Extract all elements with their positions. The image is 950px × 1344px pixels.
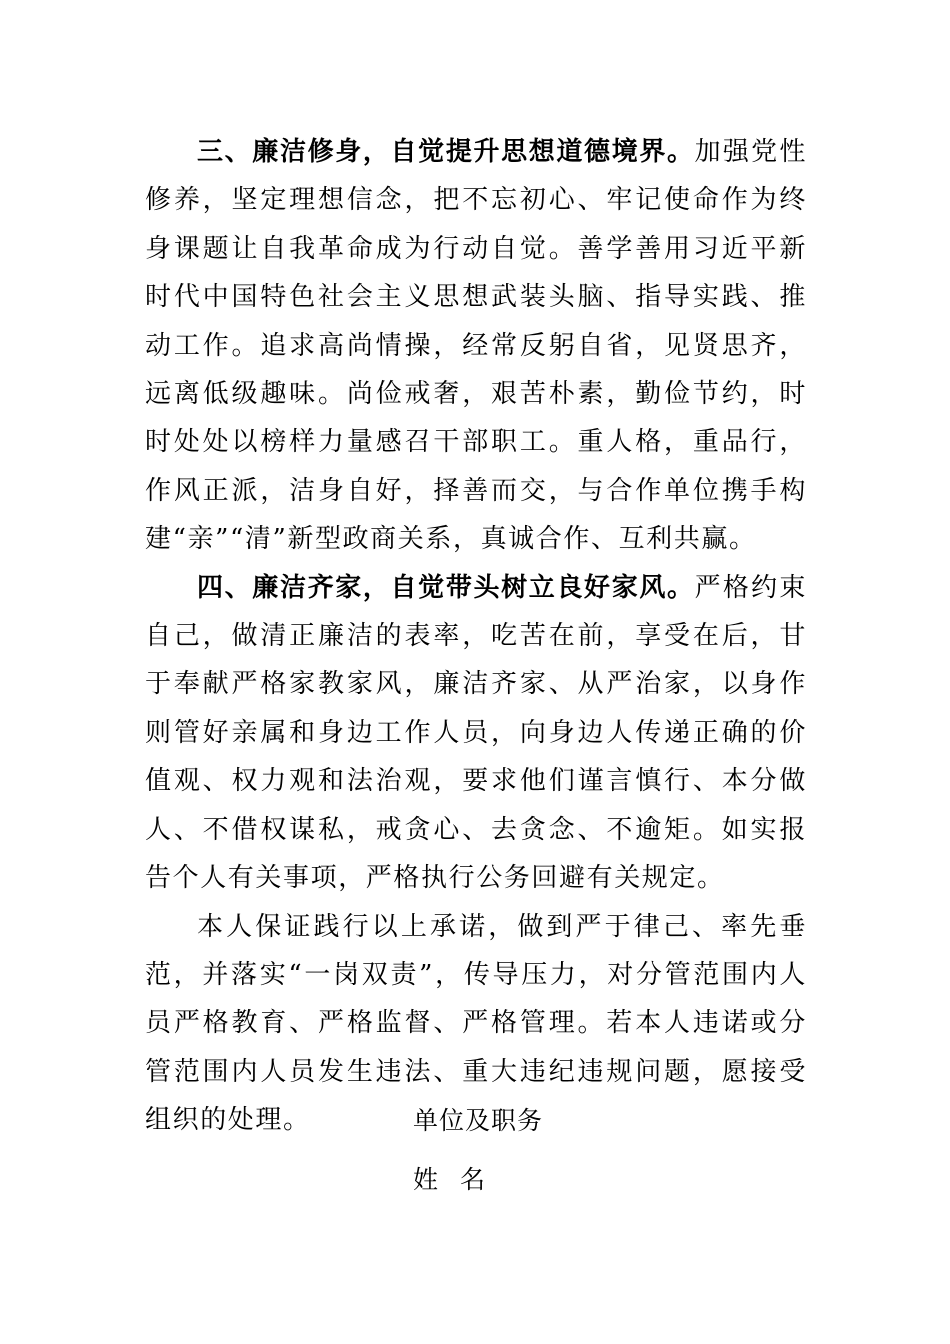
section-three bbox=[145, 128, 807, 564]
pledge-paragraph: 本人保证践行以上承诺，做到严于律己、率先垂范，并落实“一岗双责”，传导压力，对分管范围内人员严格教育、严格监督、严格管理。若本人违诺或分管范围内人员发生违法、重大违纪违规问题，愿接受组织的处理。 bbox=[145, 911, 807, 1136]
section-four-heading: 四、廉洁齐家，自觉带头树立良好家风。 bbox=[197, 572, 695, 603]
name-label: 姓名 bbox=[413, 1165, 508, 1194]
section-four-text: 严格约束自己，做清正廉洁的表率，吃苦在前，享受在后，甘于奉献严格家教家风，廉洁齐家、从严治家，以身作则管好亲属和身边工作人员，向身边人传递正确的价值观、权力观和法治观，要求他们谨言慎行、本分做人、不借权谋私，戒贪心、去贪念、不逾矩。如实报告个人有关事项，严格执行公务回避有关规定。 bbox=[145, 572, 807, 894]
section-four bbox=[145, 564, 807, 903]
section-three-text: 加强党性修养，坚定理想信念，把不忘初心、牢记使命作为终身课题让自我革命成为行动自觉。善学善用习近平新时代中国特色社会主义思想武装头脑、指导实践、推动工作。追求高尚情操，经常反躬自省，见贤思齐，远离低级趣味。尚俭戒奢，艰苦朴素，勤俭节约，时时处处以榜样力量感召干部职工。重人格，重品行，作风正派，洁身自好，择善而交，与合作单位携手构建“亲”“清”新型政商关系，真诚合作、互利共赢。 bbox=[145, 137, 807, 555]
section-three-heading: 三、廉洁修身，自觉提升思想道德境界。 bbox=[197, 137, 695, 167]
unit-and-position-label: 单位及职务 bbox=[413, 1106, 544, 1135]
document-body bbox=[145, 128, 807, 1145]
